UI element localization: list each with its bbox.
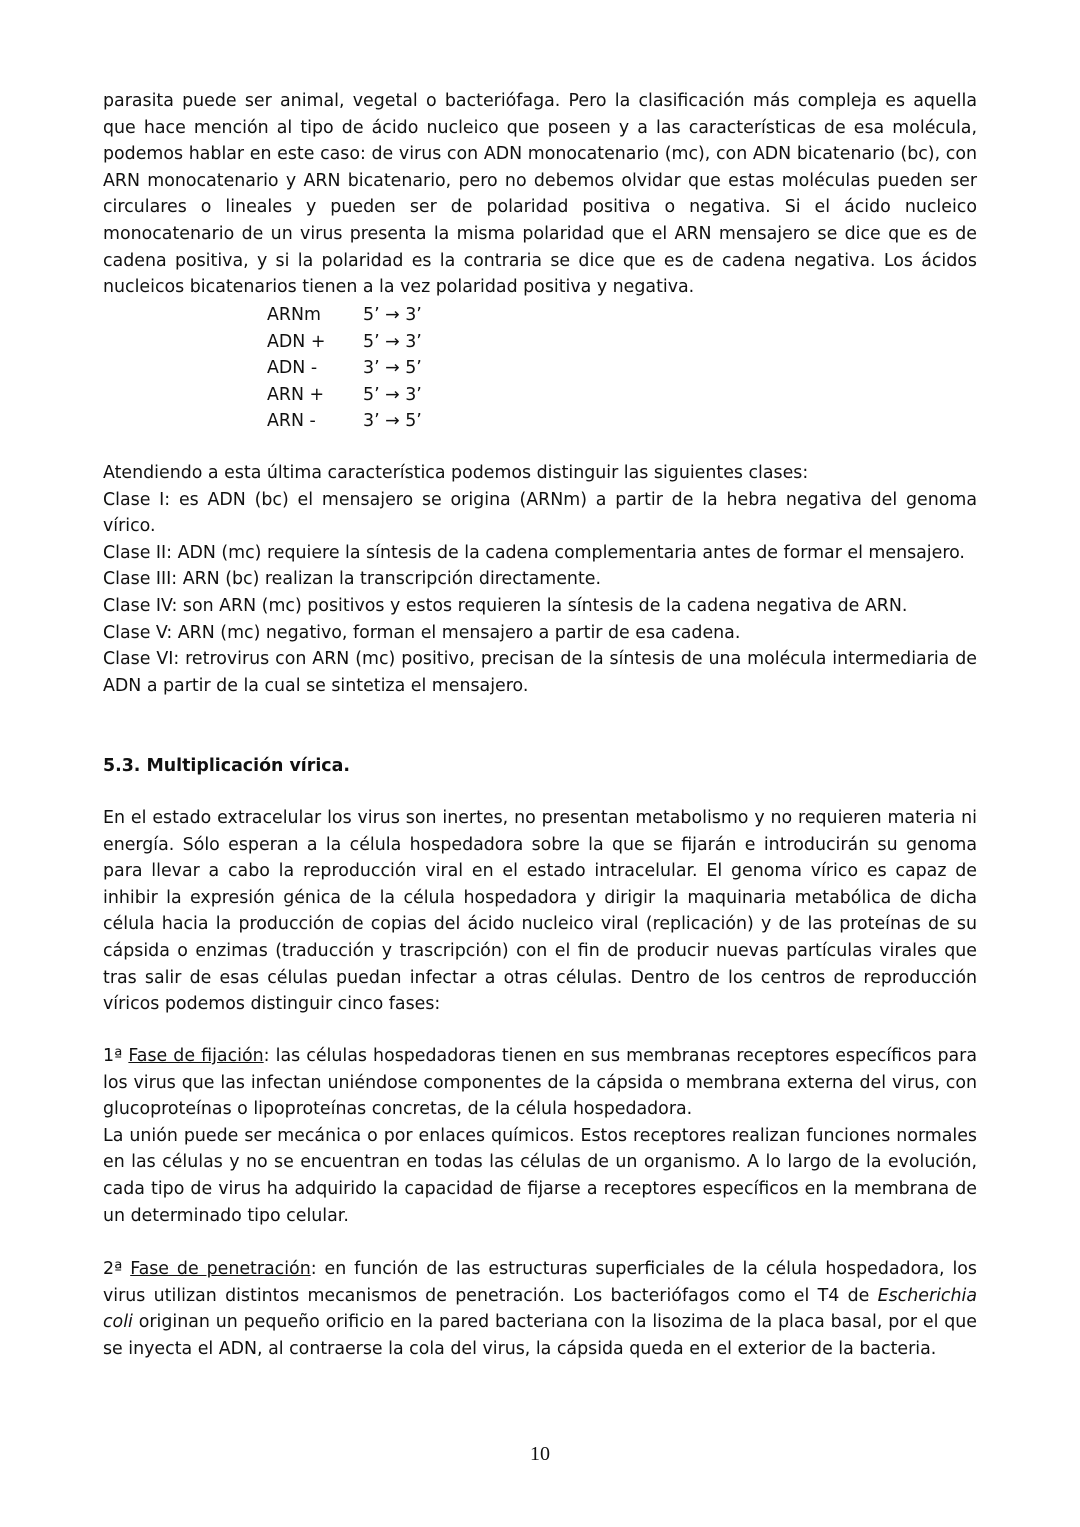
polarity-direction: 5’ → 3’: [363, 384, 422, 405]
section-paragraph-block: [103, 805, 977, 1018]
phase1-paragraph-2: La unión puede ser mecánica o por enlaces químicos. Estos receptores realizan funciones normales en las células y no se encuentran en todas las células de un organismo. A lo largo de la evolución, cada tipo de virus ha adquirido la capacidad de fijarse a receptores específicos en la membrana de un determinado tipo celular.: [103, 1125, 977, 1226]
class-item: Clase VI: retrovirus con ARN (mc) positivo, precisan de la síntesis de una molécula intermediaria de ADN a partir de la cual se sintetiza el mensajero.: [103, 649, 977, 696]
classes-intro: Atendiendo a esta última característica podemos distinguir las siguientes clases:: [103, 463, 809, 483]
phase1-text: : las células hospedadoras tienen en sus membranas receptores específicos para los virus que las infectan uniéndose componentes de la cápsida o membrana externa del virus, con glucoproteínas o lipoproteínas concretas, de la célula hospedadora.: [103, 1046, 977, 1120]
phase2-number: 2ª: [103, 1259, 123, 1279]
polarity-row: [267, 408, 422, 435]
polarity-direction: 3’ → 5’: [363, 358, 422, 379]
phase2-text-b: originan un pequeño orificio en la pared bacteriana con la lisozima de la placa basal, por el que se inyecta el ADN, al contraerse la cola del virus, la cápsida queda en el exterior de la bacteria.: [103, 1312, 977, 1359]
phase1-block: [103, 1043, 977, 1229]
polarity-row: [267, 329, 422, 356]
polarity-direction: 5’ → 3’: [363, 331, 422, 352]
polarity-direction: 5’ → 3’: [363, 305, 422, 325]
page-number: 10: [530, 1443, 550, 1465]
phase2-text-a: : en función de las estructuras superficiales de la célula hospedadora, los virus utilizan distintos mecanismos de penetración. Los bacteriófagos como el T4 de: [103, 1259, 977, 1306]
polarity-row: [267, 355, 422, 382]
class-item: Clase IV: son ARN (mc) positivos y estos requieren la síntesis de la cadena negativa de ARN.: [103, 595, 908, 616]
class-item: Clase III: ARN (bc) realizan la transcripción directamente.: [103, 569, 602, 590]
class-item: Clase II: ADN (mc) requiere la síntesis de la cadena complementaria antes de formar el mensajero.: [103, 542, 965, 563]
class-item: Clase I: es ADN (bc) el mensajero se origina (ARNm) a partir de la hebra negativa del genoma vírico.: [103, 489, 977, 537]
polarity-label: ADN +: [267, 331, 326, 352]
intro-paragraph-block: [103, 88, 977, 301]
phase2-species: Escherichia coli: [103, 1285, 977, 1333]
phase1-title: Fase de fijación: [128, 1046, 264, 1066]
polarity-table: [267, 302, 422, 435]
class-item: Clase V: ARN (mc) negativo, forman el mensajero a partir de esa cadena.: [103, 622, 741, 643]
polarity-label: ADN -: [267, 358, 318, 379]
polarity-label: ARNm: [267, 305, 321, 325]
classes-block: [103, 460, 977, 699]
section-paragraph: En el estado extracelular los virus son inertes, no presentan metabolismo y no requieren materia ni energía. Sólo esperan a la célula hospedadora sobre la que se fijarán e introducirán su genoma para llevar a cabo la reproducción viral en el estado intracelular. El genoma vírico es capaz de inhibir la expresión génica de la célula hospedadora y dirigir la maquinaria metabólica de dicha célula hacia la producción de copias del ácido nucleico viral (replicación) y de las proteínas de su cápsida o enzimas (traducción y trascripción) con el fin de producir nuevas partículas virales que tras salir de esas células puedan infectar a otras células. Dentro de los centros de reproducción víricos podemos distinguir cinco fases:: [103, 808, 977, 1015]
phase1-number: 1ª: [103, 1046, 123, 1066]
polarity-row: [267, 382, 422, 409]
phase2-title: Fase de penetración: [130, 1259, 311, 1279]
section-heading: 5.3. Multiplicación vírica.: [103, 756, 350, 776]
section-heading-block: [103, 753, 977, 780]
phase1-paragraph: [103, 1043, 977, 1123]
polarity-label: ARN -: [267, 411, 316, 432]
phase2-block: [103, 1256, 977, 1362]
polarity-label: ARN +: [267, 384, 325, 405]
polarity-direction: 3’ → 5’: [363, 411, 422, 432]
intro-paragraph: parasita puede ser animal, vegetal o bacteriófaga. Pero la clasificación más compleja es aquella que hace mención al tipo de ácido nucleico que poseen y a las características de esa molécula, podemos hablar en este caso: de virus con ADN monocatenario (mc), con ADN bicatenario (bc), con ARN monocatenario y ARN bicatenario, pero no debemos olvidar que estas moléculas pueden ser circulares o lineales y pueden ser de polaridad positiva o negativa. Si el ácido nucleico monocatenario de un virus presenta la misma polaridad que el ARN mensajero se dice que es de cadena positiva, y si la polaridad es la contraria se dice que es de cadena negativa. Los ácidos nucleicos bicatenarios tienen a la vez polaridad positiva y negativa.: [103, 91, 977, 298]
polarity-row: [267, 302, 422, 329]
phase2-paragraph: [103, 1256, 977, 1362]
